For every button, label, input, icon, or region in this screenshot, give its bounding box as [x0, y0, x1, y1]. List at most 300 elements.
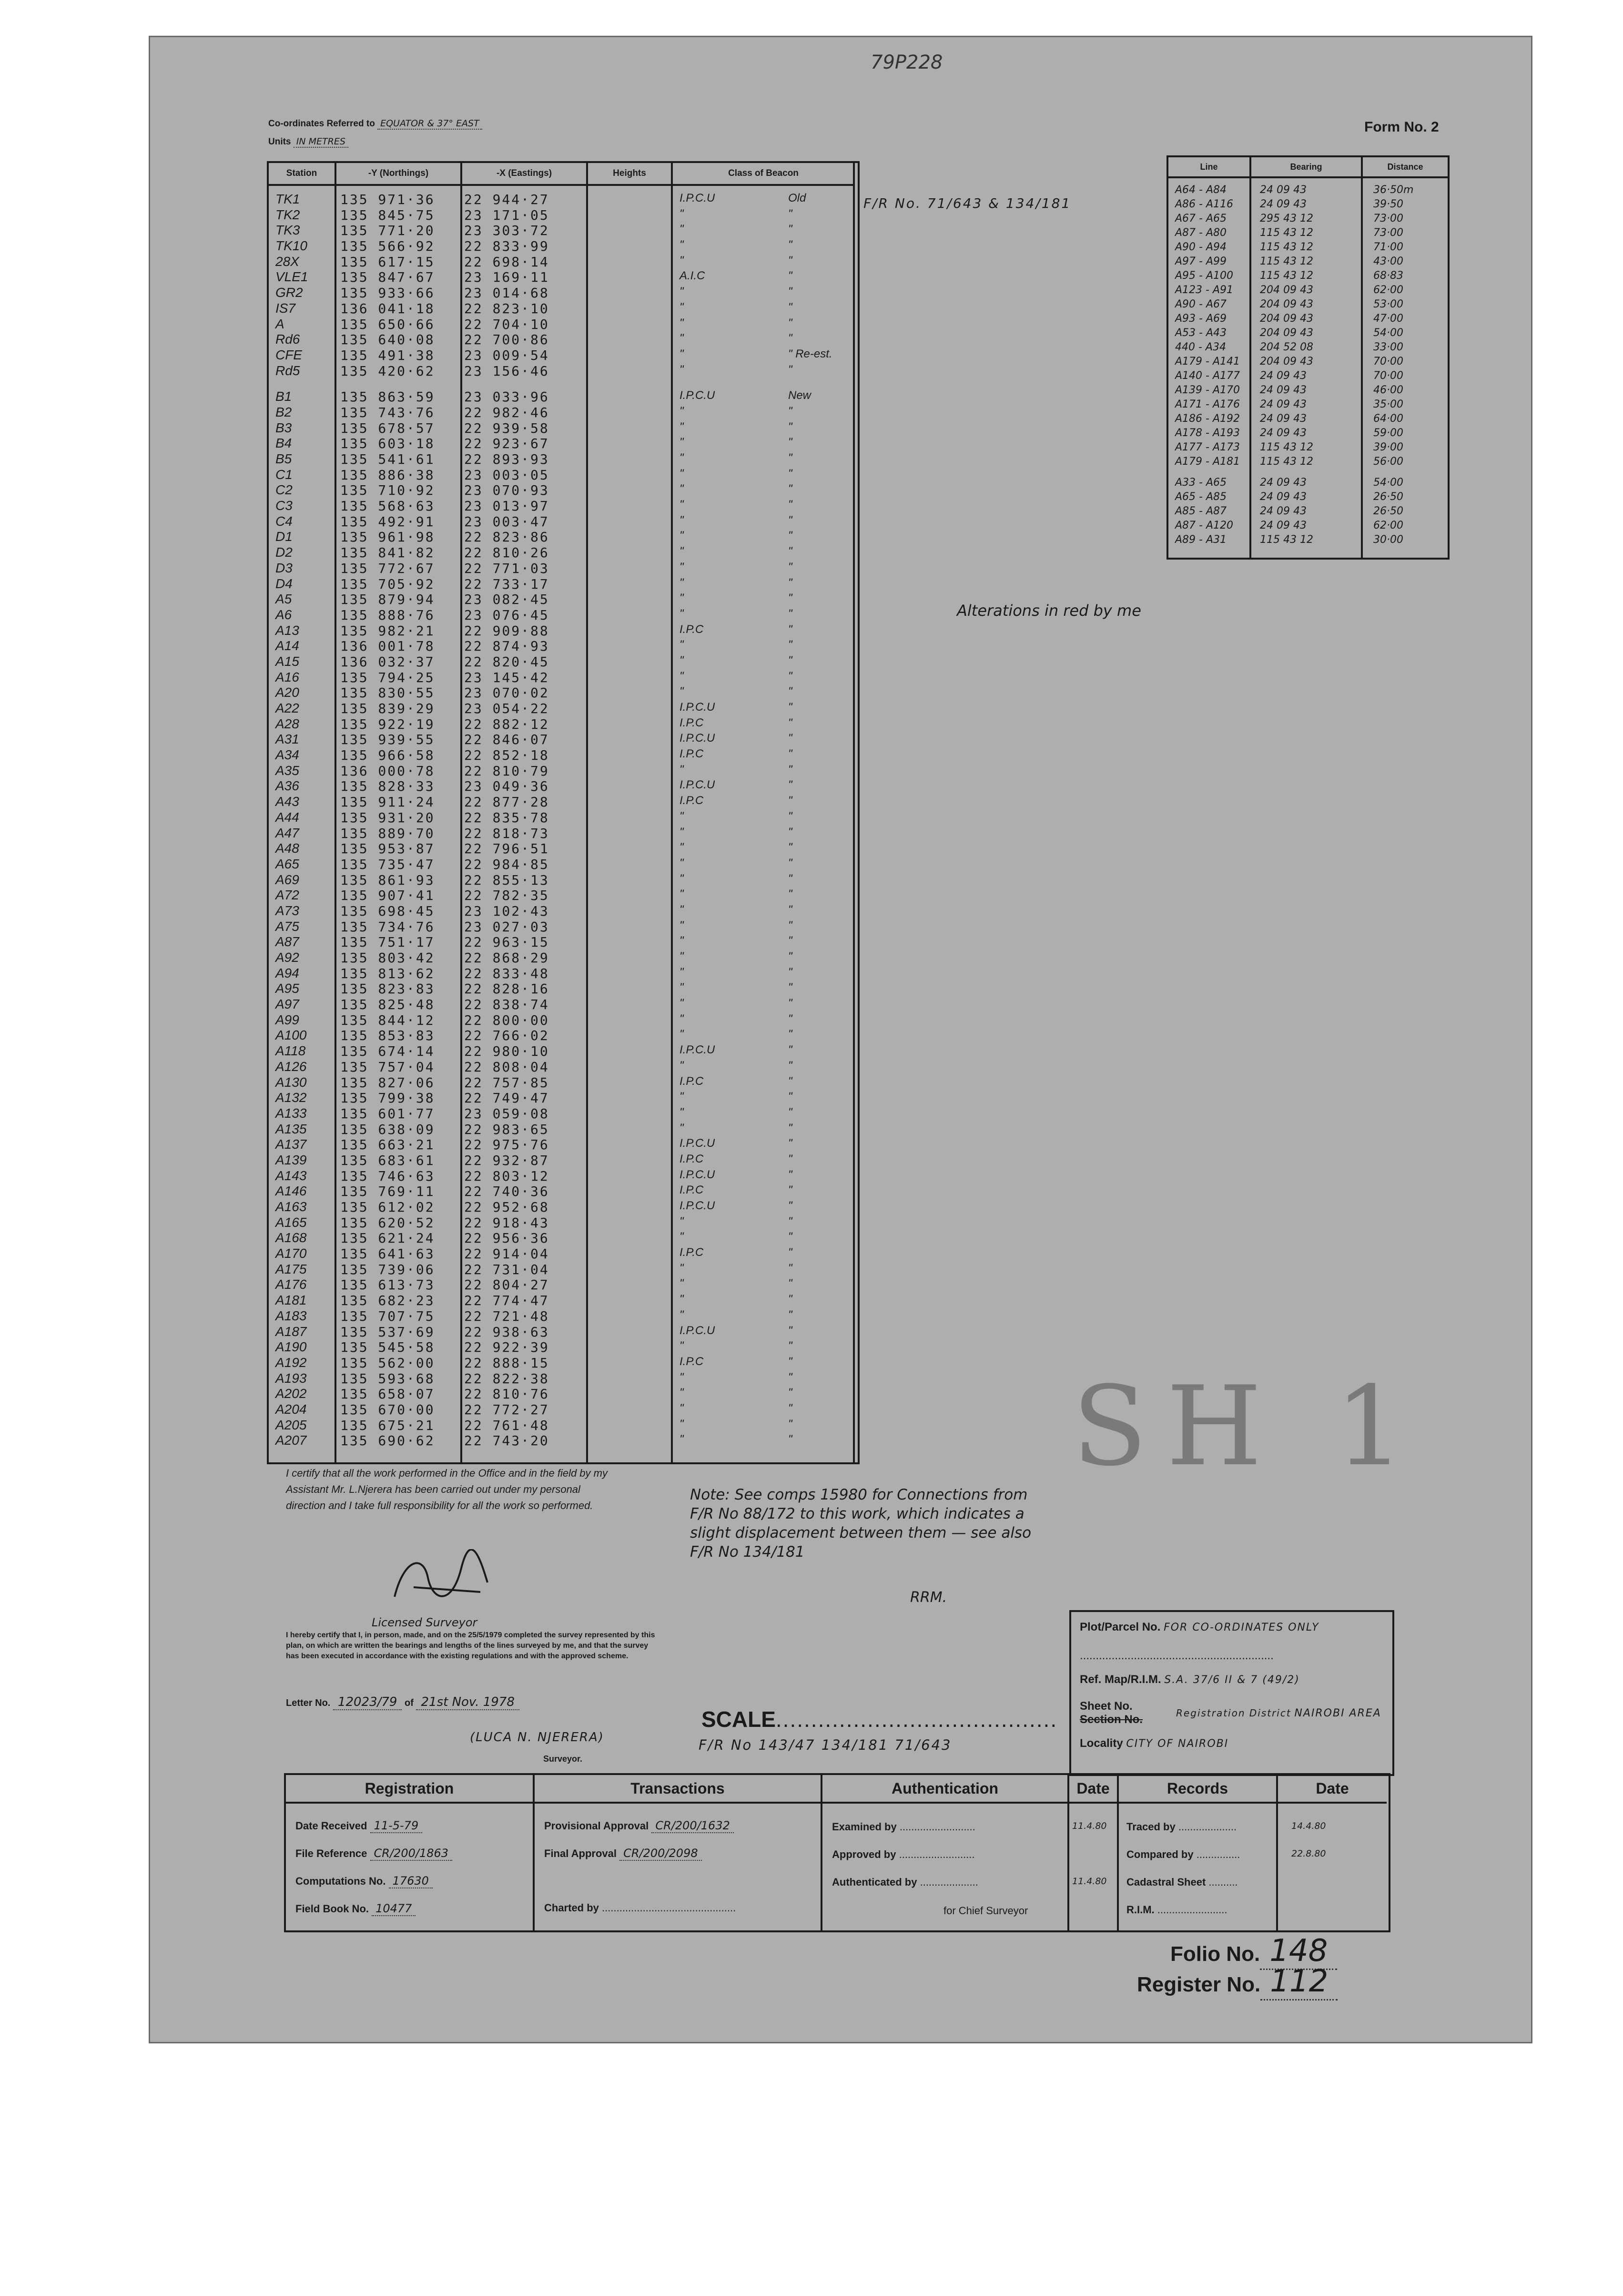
header-records: Records [1119, 1775, 1276, 1804]
beacon-status-cell: " [788, 1355, 792, 1368]
northing-cell: 135 705·92 [340, 576, 435, 592]
beacon-class-cell: " [680, 841, 684, 854]
table-row [269, 1401, 858, 1417]
line-rows [1168, 183, 1448, 547]
beacon-status-cell: " [788, 716, 792, 729]
col-heights: Heights [588, 163, 671, 186]
table-row [269, 669, 858, 684]
easting-cell: 22 874·93 [464, 638, 549, 654]
lines-table [1167, 155, 1450, 560]
northing-cell: 135 612·02 [340, 1199, 435, 1215]
pencil-marks: SH 1 [1072, 1363, 1424, 1490]
easting-cell: 22 828·16 [464, 981, 549, 997]
line-row [1168, 490, 1448, 504]
easting-cell: 23 145·42 [464, 669, 549, 685]
distance-cell: 30·00 [1373, 534, 1403, 546]
station-cell: A13 [275, 622, 299, 638]
certify-statement: I certify that all the work performed in the Office and in the field by my Assistant Mr. L.Njerera has been carried out under my personal direction and I take full responsibility for all the work so performed. [286, 1467, 608, 1511]
beacon-status-cell: " [788, 747, 792, 761]
line-cell: A171 - A176 [1175, 398, 1240, 410]
beacon-status-cell: " [788, 1090, 792, 1103]
northing-cell: 135 663·21 [340, 1137, 435, 1153]
station-cell: A168 [275, 1230, 307, 1245]
table-row [269, 1167, 858, 1183]
northing-cell: 135 734·76 [340, 918, 435, 935]
beacon-status-cell: " [788, 1386, 792, 1399]
compared-by: Compared by ............... [1126, 1848, 1240, 1860]
table-row [269, 1027, 858, 1042]
header-date: Date [1069, 1775, 1117, 1804]
signature-mark [385, 1549, 495, 1611]
table-row [269, 996, 858, 1011]
northing-cell: 135 603·18 [340, 436, 435, 452]
bearing-cell: 24 09 43 [1260, 384, 1307, 396]
northing-cell: 135 966·58 [340, 747, 435, 764]
line-row [1168, 183, 1448, 197]
easting-cell: 23 003·47 [464, 513, 549, 530]
beacon-class-cell: I.P.C.U [680, 778, 715, 792]
beacon-class-cell: " [680, 498, 684, 511]
station-cell: A31 [275, 732, 299, 747]
northing-cell: 135 638·09 [340, 1121, 435, 1137]
authenticated-by: Authenticated by .................... [832, 1876, 978, 1888]
station-cell: Rd5 [275, 363, 300, 378]
surveyor-label: Surveyor. [543, 1754, 583, 1764]
northing-cell: 135 658·07 [340, 1386, 435, 1402]
easting-cell: 22 766·02 [464, 1028, 549, 1044]
table-row [269, 388, 858, 404]
beacon-class-cell: I.P.C.U [680, 1168, 715, 1181]
easting-cell: 22 956·36 [464, 1230, 549, 1246]
line-cell: A64 - A84 [1175, 184, 1227, 196]
line-row [1168, 326, 1448, 340]
bearing-cell: 24 09 43 [1260, 491, 1307, 503]
station-cell: A36 [275, 778, 299, 794]
northing-cell: 135 933·66 [340, 285, 435, 301]
northing-cell: 135 861·93 [340, 872, 435, 888]
beacon-class-cell: " [680, 285, 684, 298]
northing-cell: 135 911·24 [340, 794, 435, 810]
northing-cell: 135 674·14 [340, 1043, 435, 1060]
bearing-cell: 204 09 43 [1260, 298, 1313, 310]
beacon-class-cell: " [680, 934, 684, 948]
northing-cell: 135 746·63 [340, 1168, 435, 1184]
line-row [1168, 455, 1448, 469]
beacon-class-cell: " [680, 997, 684, 1010]
northing-cell: 135 682·23 [340, 1293, 435, 1309]
distance-cell: 59·00 [1373, 427, 1403, 439]
distance-cell: 56·00 [1373, 456, 1403, 468]
distance-cell: 70·00 [1373, 356, 1403, 367]
table-row [269, 466, 858, 482]
beacon-status-cell: " [788, 1261, 792, 1275]
station-cell: A48 [275, 841, 299, 856]
line-cell: A140 - A177 [1175, 370, 1240, 382]
easting-cell: 22 882·12 [464, 716, 549, 732]
table-row [269, 746, 858, 762]
compared-date: 22.8.80 [1291, 1848, 1326, 1859]
easting-cell: 23 027·03 [464, 918, 549, 935]
beacon-class-cell: " [680, 1401, 684, 1415]
beacon-status-cell: " [788, 638, 792, 652]
line-cell: A139 - A170 [1175, 384, 1240, 396]
northing-cell: 136 032·37 [340, 653, 435, 670]
line-cell: A89 - A31 [1175, 534, 1227, 546]
table-row [269, 1074, 858, 1090]
northing-cell: 135 541·61 [340, 451, 435, 467]
beacon-status-cell: " [788, 872, 792, 885]
distance-cell: 36·50m [1373, 184, 1414, 196]
northing-cell: 135 825·48 [340, 997, 435, 1013]
divider [821, 1775, 822, 1930]
distance-cell: 47·00 [1373, 313, 1403, 325]
northing-cell: 135 491·38 [340, 347, 435, 363]
beacon-class-cell: " [680, 1012, 684, 1025]
line-row [1168, 398, 1448, 412]
beacon-status-cell: " [788, 223, 792, 236]
table-row [269, 497, 858, 513]
easting-cell: 22 800·00 [464, 1012, 549, 1028]
easting-cell: 22 733·17 [464, 576, 549, 592]
beacon-status-cell: " [788, 1401, 792, 1415]
station-cell: A15 [275, 653, 299, 669]
northing-cell: 135 683·61 [340, 1152, 435, 1168]
note-text: Note: See comps 15980 for Connections from F/R No 88/172 to this work, which indicates a slight displacement between them — see also F/R No 134/181 [690, 1486, 1032, 1561]
northing-cell: 135 707·75 [340, 1308, 435, 1324]
table-row [269, 544, 858, 560]
beacon-class-cell: I.P.C [680, 747, 704, 761]
line-cell: A97 - A99 [1175, 255, 1227, 267]
easting-cell: 22 803·12 [464, 1168, 549, 1184]
distance-cell: 46·00 [1373, 384, 1403, 396]
table-row [269, 700, 858, 715]
bearing-cell: 24 09 43 [1260, 427, 1307, 439]
distance-cell: 26·50 [1373, 505, 1403, 517]
distance-cell: 68·83 [1373, 270, 1403, 282]
northing-cell: 135 845·75 [340, 207, 435, 223]
line-row [1168, 269, 1448, 283]
final-approval: Final Approval CR/200/2098 [544, 1847, 702, 1860]
table-row [269, 1417, 858, 1432]
beacon-class-cell: " [680, 513, 684, 527]
district-row: Registration District NAIROBI AREA [1176, 1707, 1381, 1719]
station-cell: A5 [275, 592, 292, 607]
station-cell: A192 [275, 1355, 307, 1370]
table-row [269, 933, 858, 949]
beacon-class-cell: " [680, 653, 684, 667]
station-cell: A72 [275, 888, 299, 903]
ref-map-row: Ref. Map/R.I.M. S.A. 37/6 II & 7 (49/2) [1080, 1673, 1300, 1686]
beacon-class-cell: " [680, 404, 684, 418]
easting-cell: 23 070·02 [464, 685, 549, 701]
table-row [269, 331, 858, 347]
beacon-class-cell: I.P.C.U [680, 192, 715, 204]
beacon-class-cell: I.P.C [680, 794, 704, 807]
bearing-cell: 115 43 12 [1260, 270, 1313, 282]
table-row [269, 362, 858, 378]
beacon-class-cell: " [680, 332, 684, 345]
northing-cell: 135 420·62 [340, 363, 435, 379]
northing-cell: 135 743·76 [340, 404, 435, 420]
table-row [269, 762, 858, 778]
easting-cell: 23 156·46 [464, 363, 549, 379]
table-row [269, 237, 858, 253]
units: Units IN METRES [268, 136, 348, 147]
locality-row: Locality CITY OF NAIROBI [1080, 1737, 1229, 1750]
beacon-status-cell: " [788, 436, 792, 449]
table-row [269, 731, 858, 746]
station-cell: A69 [275, 872, 299, 887]
station-cell: A75 [275, 918, 299, 934]
beacon-status-cell: " [788, 1246, 792, 1259]
table-row [269, 777, 858, 793]
beacon-class-cell: " [680, 1059, 684, 1072]
cadastral-sheet: Cadastral Sheet .......... [1126, 1876, 1238, 1888]
table-row [269, 404, 858, 419]
easting-cell: 22 700·86 [464, 332, 549, 348]
beacon-status-cell: " [788, 856, 792, 869]
table-row [269, 793, 858, 809]
table-row [269, 1229, 858, 1245]
beacon-class-cell: " [680, 436, 684, 449]
station-cell: A137 [275, 1137, 307, 1152]
beacon-status-cell: New [788, 389, 812, 402]
col-line: Line [1168, 157, 1249, 178]
beacon-class-cell: " [680, 560, 684, 573]
beacon-class-cell: " [680, 950, 684, 963]
table-row [269, 606, 858, 622]
beacon-class-cell: " [680, 238, 684, 252]
divider [1276, 1775, 1278, 1930]
station-cell: A135 [275, 1121, 307, 1136]
table-row [269, 871, 858, 887]
northing-cell: 135 601·77 [340, 1105, 435, 1122]
easting-cell: 22 922·39 [464, 1339, 549, 1356]
header-date-2: Date [1278, 1775, 1387, 1804]
beacon-status-cell: " [788, 1028, 792, 1041]
distance-cell: 39·00 [1373, 441, 1403, 453]
beacon-class-cell: " [680, 607, 684, 620]
row-gap [269, 378, 858, 388]
line-row [1168, 440, 1448, 455]
easting-cell: 23 102·43 [464, 903, 549, 919]
beacon-class-cell: I.P.C.U [680, 1043, 715, 1057]
beacon-class-cell: " [680, 872, 684, 885]
line-cell: A179 - A181 [1175, 456, 1240, 468]
easting-cell: 23 171·05 [464, 207, 549, 223]
station-cell: A126 [275, 1059, 307, 1074]
line-cell: A67 - A65 [1175, 213, 1227, 224]
line-cell: A90 - A94 [1175, 241, 1227, 253]
table-row [269, 1198, 858, 1214]
beacon-class-cell: " [680, 685, 684, 698]
table-row [269, 653, 858, 669]
distance-cell: 54·00 [1373, 327, 1403, 339]
beacon-status-cell: " [788, 363, 792, 376]
easting-cell: 22 749·47 [464, 1090, 549, 1106]
beacon-class-cell: " [680, 451, 684, 464]
note-initials: RRM. [910, 1589, 947, 1606]
station-cell: B1 [275, 389, 292, 404]
beacon-class-cell: " [680, 576, 684, 589]
line-cell: A93 - A69 [1175, 313, 1227, 325]
beacon-class-cell: " [680, 529, 684, 542]
beacon-class-cell: I.P.C [680, 1184, 704, 1197]
easting-cell: 23 003·05 [464, 467, 549, 483]
easting-cell: 22 923·67 [464, 436, 549, 452]
beacon-status-cell: " [788, 238, 792, 252]
beacon-class-cell: I.P.C [680, 1152, 704, 1165]
line-row [1168, 476, 1448, 490]
col-distance: Distance [1363, 157, 1448, 178]
line-row [1168, 283, 1448, 297]
station-cell: TK3 [275, 223, 300, 238]
distance-cell: 43·00 [1373, 255, 1403, 267]
line-row [1168, 340, 1448, 355]
line-row [1168, 369, 1448, 383]
station-cell: A87 [275, 934, 299, 949]
northing-cell: 135 794·25 [340, 669, 435, 685]
table-row [269, 1183, 858, 1198]
station-cell: B2 [275, 404, 292, 419]
line-cell: A186 - A192 [1175, 413, 1240, 425]
beacon-class-cell: A.I.C [680, 269, 705, 283]
northing-cell: 135 566·92 [340, 238, 435, 255]
line-cell: A90 - A67 [1175, 298, 1227, 310]
northing-cell: 135 982·21 [340, 622, 435, 639]
beacon-class-cell: " [680, 763, 684, 776]
station-cell: C3 [275, 498, 293, 513]
station-cell: A204 [275, 1401, 307, 1417]
easting-cell: 22 982·46 [464, 404, 549, 420]
beacon-class-cell: " [680, 809, 684, 823]
scale-label: SCALE........................................ [701, 1707, 1058, 1732]
station-cell: A16 [275, 669, 299, 684]
station-cell: A183 [275, 1308, 307, 1323]
approved-by: Approved by .......................... [832, 1848, 975, 1860]
table-row [269, 528, 858, 544]
station-cell: VLE1 [275, 269, 308, 285]
northing-cell: 135 617·15 [340, 254, 435, 270]
beacon-class-cell: " [680, 918, 684, 932]
easting-cell: 22 983·65 [464, 1121, 549, 1137]
header-authentication: Authentication [822, 1775, 1067, 1804]
beacon-class-cell: " [680, 467, 684, 480]
northing-cell: 135 841·82 [340, 545, 435, 561]
beacon-class-cell: " [680, 592, 684, 605]
bearing-cell: 204 09 43 [1260, 284, 1313, 296]
northing-cell: 135 545·58 [340, 1339, 435, 1356]
station-cell: TK1 [275, 192, 300, 206]
beacon-status-cell: " [788, 285, 792, 298]
station-cell: IS7 [275, 300, 296, 316]
easting-cell: 22 810·79 [464, 763, 549, 779]
easting-cell: 23 082·45 [464, 592, 549, 608]
for-chief-surveyor: for Chief Surveyor [943, 1905, 1028, 1917]
northing-cell: 135 593·68 [340, 1370, 435, 1387]
easting-cell: 22 740·36 [464, 1184, 549, 1200]
form-number: Form No. 2 [1364, 119, 1439, 135]
beacon-status-cell: " [788, 1105, 792, 1119]
beacon-status-cell: " [788, 685, 792, 698]
table-row [269, 825, 858, 840]
station-cell: D2 [275, 545, 293, 560]
beacon-status-cell: " [788, 1370, 792, 1384]
beacon-class-cell: " [680, 300, 684, 314]
line-row [1168, 297, 1448, 312]
northing-cell: 135 772·67 [340, 560, 435, 576]
beacon-status-cell: " [788, 316, 792, 329]
line-cell: A65 - A85 [1175, 491, 1227, 503]
line-row [1168, 426, 1448, 440]
col-class: Class of Beacon [673, 163, 854, 186]
beacon-class-cell: " [680, 1339, 684, 1353]
beacon-status-cell: " [788, 732, 792, 745]
beacon-class-cell: " [680, 223, 684, 236]
beacon-class-cell: I.P.C.U [680, 389, 715, 402]
table-row [269, 191, 858, 206]
beacon-status-cell: " [788, 763, 792, 776]
line-cell: A123 - A91 [1175, 284, 1234, 296]
northing-cell: 135 492·91 [340, 513, 435, 530]
table-row [269, 856, 858, 871]
easting-cell: 22 944·27 [464, 192, 549, 207]
easting-cell: 22 820·45 [464, 653, 549, 670]
fr-note: F/R No. 71/643 & 134/181 [863, 195, 1072, 211]
station-cell: A139 [275, 1152, 307, 1167]
beacon-class-cell: " [680, 888, 684, 901]
beacon-status-cell: " [788, 950, 792, 963]
coordinate-rows [269, 191, 858, 1448]
station-cell: A6 [275, 607, 292, 622]
northing-cell: 135 771·20 [340, 223, 435, 239]
line-cell: A87 - A80 [1175, 227, 1227, 239]
northing-cell: 135 799·38 [340, 1090, 435, 1106]
station-cell: D4 [275, 576, 293, 591]
table-row [269, 1385, 858, 1401]
table-row [269, 450, 858, 466]
beacon-status-cell: " [788, 794, 792, 807]
northing-cell: 136 001·78 [340, 638, 435, 654]
licensed-surveyor: Licensed Surveyor [372, 1616, 477, 1629]
beacon-status-cell: " [788, 513, 792, 527]
col-bearing: Bearing [1251, 157, 1361, 178]
beacon-class-cell: " [680, 1277, 684, 1290]
table-row [269, 965, 858, 980]
station-cell: A35 [275, 763, 299, 778]
col-northings: -Y (Northings) [336, 163, 460, 186]
station-cell: Rd6 [275, 332, 300, 347]
beacon-status-cell: " [788, 778, 792, 792]
easting-cell: 22 743·20 [464, 1433, 549, 1449]
table-row [269, 206, 858, 222]
easting-cell: 22 952·68 [464, 1199, 549, 1215]
distance-cell: 33·00 [1373, 341, 1403, 353]
bearing-cell: 115 43 12 [1260, 534, 1313, 546]
easting-cell: 22 796·51 [464, 841, 549, 857]
northing-cell: 135 739·06 [340, 1261, 435, 1277]
divider [1067, 1775, 1069, 1930]
beacon-class-cell: " [680, 669, 684, 683]
distance-cell: 53·00 [1373, 298, 1403, 310]
beacon-status-cell: " [788, 903, 792, 916]
beacon-class-cell: I.P.C [680, 1246, 704, 1259]
beacon-class-cell: " [680, 1308, 684, 1321]
easting-cell: 23 303·72 [464, 223, 549, 239]
table-row [269, 902, 858, 918]
distance-cell: 73·00 [1373, 213, 1403, 224]
ref-number: 79P228 [871, 51, 943, 73]
